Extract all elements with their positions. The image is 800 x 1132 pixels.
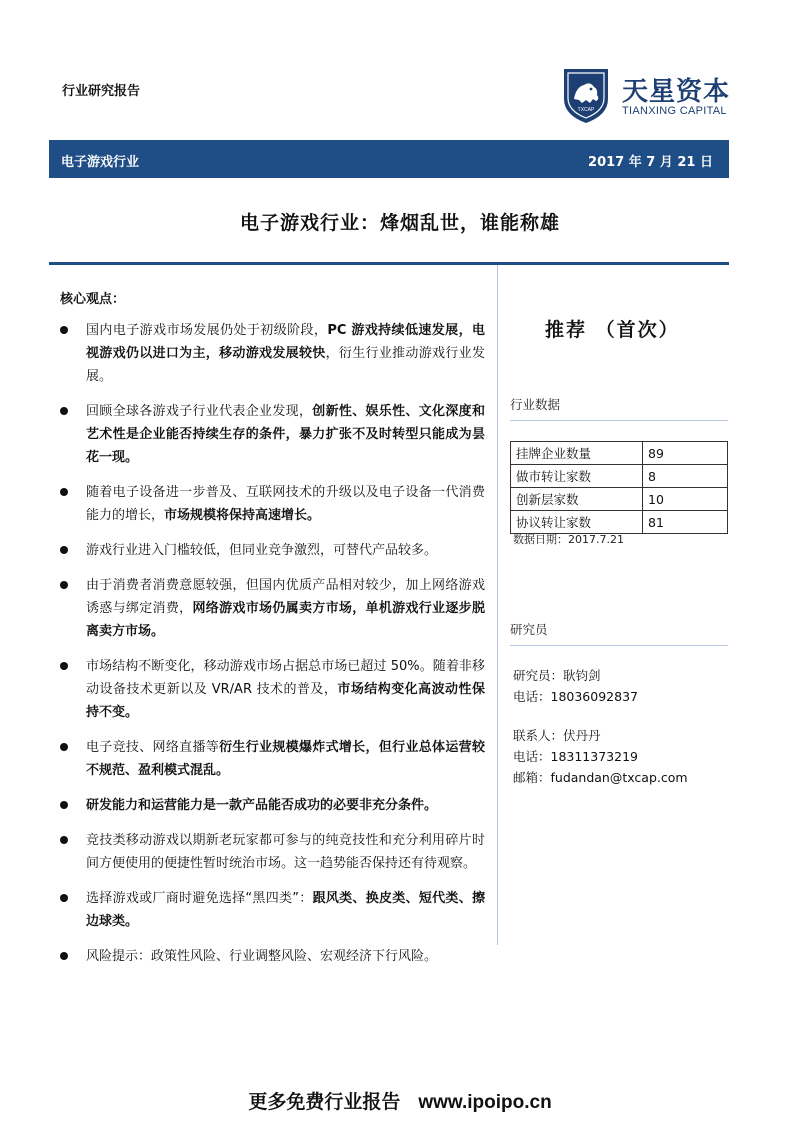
table-row [511, 488, 728, 511]
industry-banner [49, 140, 729, 178]
bullet-text: 国内电子游戏市场发展仍处于初级阶段， [86, 323, 328, 338]
bullet-text: 市场结构不断变化，移动游戏市场占据总市场已超过 50%。随着非移动设备技术更新以及 VR/AR 技术的普及， [86, 659, 485, 697]
table-row [511, 465, 728, 488]
bullet-icon [60, 836, 68, 844]
bullet-text: 回顾全球各游戏子行业代表企业发现， [86, 404, 313, 419]
researcher-heading: 研究员 [510, 620, 728, 646]
page-title: 电子游戏行业：烽烟乱世，谁能称雄 [239, 212, 560, 234]
bullet-text: 选择游戏或厂商时避免选择“黑四类”： [86, 891, 313, 906]
table-cell-label: 做市转让家数 [511, 465, 643, 488]
bullet-icon [60, 546, 68, 554]
contact-name: 联系人：伏丹丹 [513, 728, 601, 743]
bullet-text: 随着电子设备进一步普及、互联网技术的升级以及电子设备一代消费能力的增长， [86, 485, 485, 523]
table-cell-value: 10 [643, 488, 728, 511]
list-item [60, 794, 485, 817]
industry-data-heading: 行业数据 [510, 395, 728, 421]
table-cell-label: 创新层家数 [511, 488, 643, 511]
list-item [60, 539, 485, 562]
data-date-note: 数据日期：2017.7.21 [513, 533, 624, 546]
bullet-text: 竞技类移动游戏以期新老玩家都可参与的纯竞技性和充分利用碎片时间方便使用的便捷性暂时统治市场。这一趋势能否保持还有待观察。 [86, 833, 485, 871]
bullet-icon [60, 662, 68, 670]
logo-mini-text: TXCAP [577, 107, 595, 113]
contact-phone: 电话：18311373219 [513, 749, 638, 764]
bullet-icon [60, 581, 68, 589]
table-cell-value: 89 [643, 442, 728, 465]
list-item [60, 829, 485, 875]
bullet-text: 电子竞技、网络直播等 [86, 740, 220, 755]
table-cell-value: 8 [643, 465, 728, 488]
table-cell-value: 81 [643, 511, 728, 534]
footer-text: 更多免费行业报告 [248, 1092, 401, 1113]
bullet-text: 风险提示：政策性风险、行业调整风险、宏观经济下行风险。 [86, 949, 438, 964]
list-item [60, 655, 485, 724]
bullet-bold-text: 研发能力和运营能力是一款产品能否成功的必要非充分条件。 [86, 798, 438, 813]
footer-banner [0, 1087, 800, 1114]
table-cell-label: 挂牌企业数量 [511, 442, 643, 465]
title-divider [49, 262, 729, 265]
logo-chinese-name: 天星资本 [622, 77, 731, 107]
lion-emblem-icon [560, 65, 612, 125]
table-row [511, 442, 728, 465]
list-item [60, 481, 485, 527]
table-cell-label: 协议转让家数 [511, 511, 643, 534]
analyst-phone: 电话：18036092837 [513, 689, 638, 704]
bullet-icon [60, 801, 68, 809]
rating-label: 推荐 （首次） [545, 319, 680, 341]
column-divider [497, 265, 498, 945]
bullet-icon [60, 894, 68, 902]
bullet-icon [60, 326, 68, 334]
banner-date: 2017 年 7 月 21 日 [588, 155, 713, 170]
core-viewpoints [60, 288, 485, 980]
list-item [60, 736, 485, 782]
bullet-bold-text: 市场结构变化高波动性保持不变。 [86, 682, 485, 720]
company-logo [560, 62, 735, 132]
bullet-text: 游戏行业进入门槛较低，但同业竞争激烈，可替代产品较多。 [86, 543, 438, 558]
contact-info [513, 665, 688, 788]
report-type-label: 行业研究报告 [62, 84, 141, 99]
bullet-bold-text: 网络游戏市场仍属卖方市场，单机游戏行业逐步脱离卖方市场。 [86, 601, 485, 639]
bullet-bold-text: 市场规模将保持高速增长。 [164, 508, 321, 523]
core-heading: 核心观点： [60, 292, 126, 307]
list-item [60, 319, 485, 388]
bullet-icon [60, 952, 68, 960]
bullet-bold-text: PC 游戏持续低速发展，电视游戏仍以进口为主，移动游戏发展较快 [86, 323, 485, 361]
bullet-bold-text: 衍生行业规模爆炸式增长，但行业总体运营较不规范、盈利模式混乱。 [86, 740, 485, 778]
list-item [60, 400, 485, 469]
list-item [60, 887, 485, 933]
bullet-bold-text: 创新性、娱乐性、文化深度和艺术性是企业能否持续生存的条件，暴力扩张不及时转型只能成为昙花一现。 [86, 404, 485, 465]
bullet-icon [60, 488, 68, 496]
contact-email[interactable]: 邮箱：fudandan@txcap.com [513, 770, 688, 785]
logo-english-name: TIANXING CAPITAL [622, 105, 727, 117]
list-item [60, 945, 485, 968]
industry-data-table [510, 441, 728, 534]
banner-industry: 电子游戏行业 [61, 155, 140, 170]
bullet-text: ，衍生行业推动游戏行业发展。 [86, 346, 485, 384]
bullet-icon [60, 407, 68, 415]
bullet-icon [60, 743, 68, 751]
researcher-section [510, 620, 728, 646]
bullet-bold-text: 跟风类、换皮类、短代类、擦边球类。 [86, 891, 485, 929]
list-item [60, 574, 485, 643]
analyst-name: 研究员：耿钧剑 [513, 668, 601, 683]
footer-site-link[interactable]: www.ipoipo.cn [418, 1092, 552, 1113]
industry-data-section [510, 395, 728, 421]
bullet-text: 由于消费者消费意愿较强，但国内优质产品相对较少，加上网络游戏诱惑与绑定消费， [86, 578, 485, 616]
